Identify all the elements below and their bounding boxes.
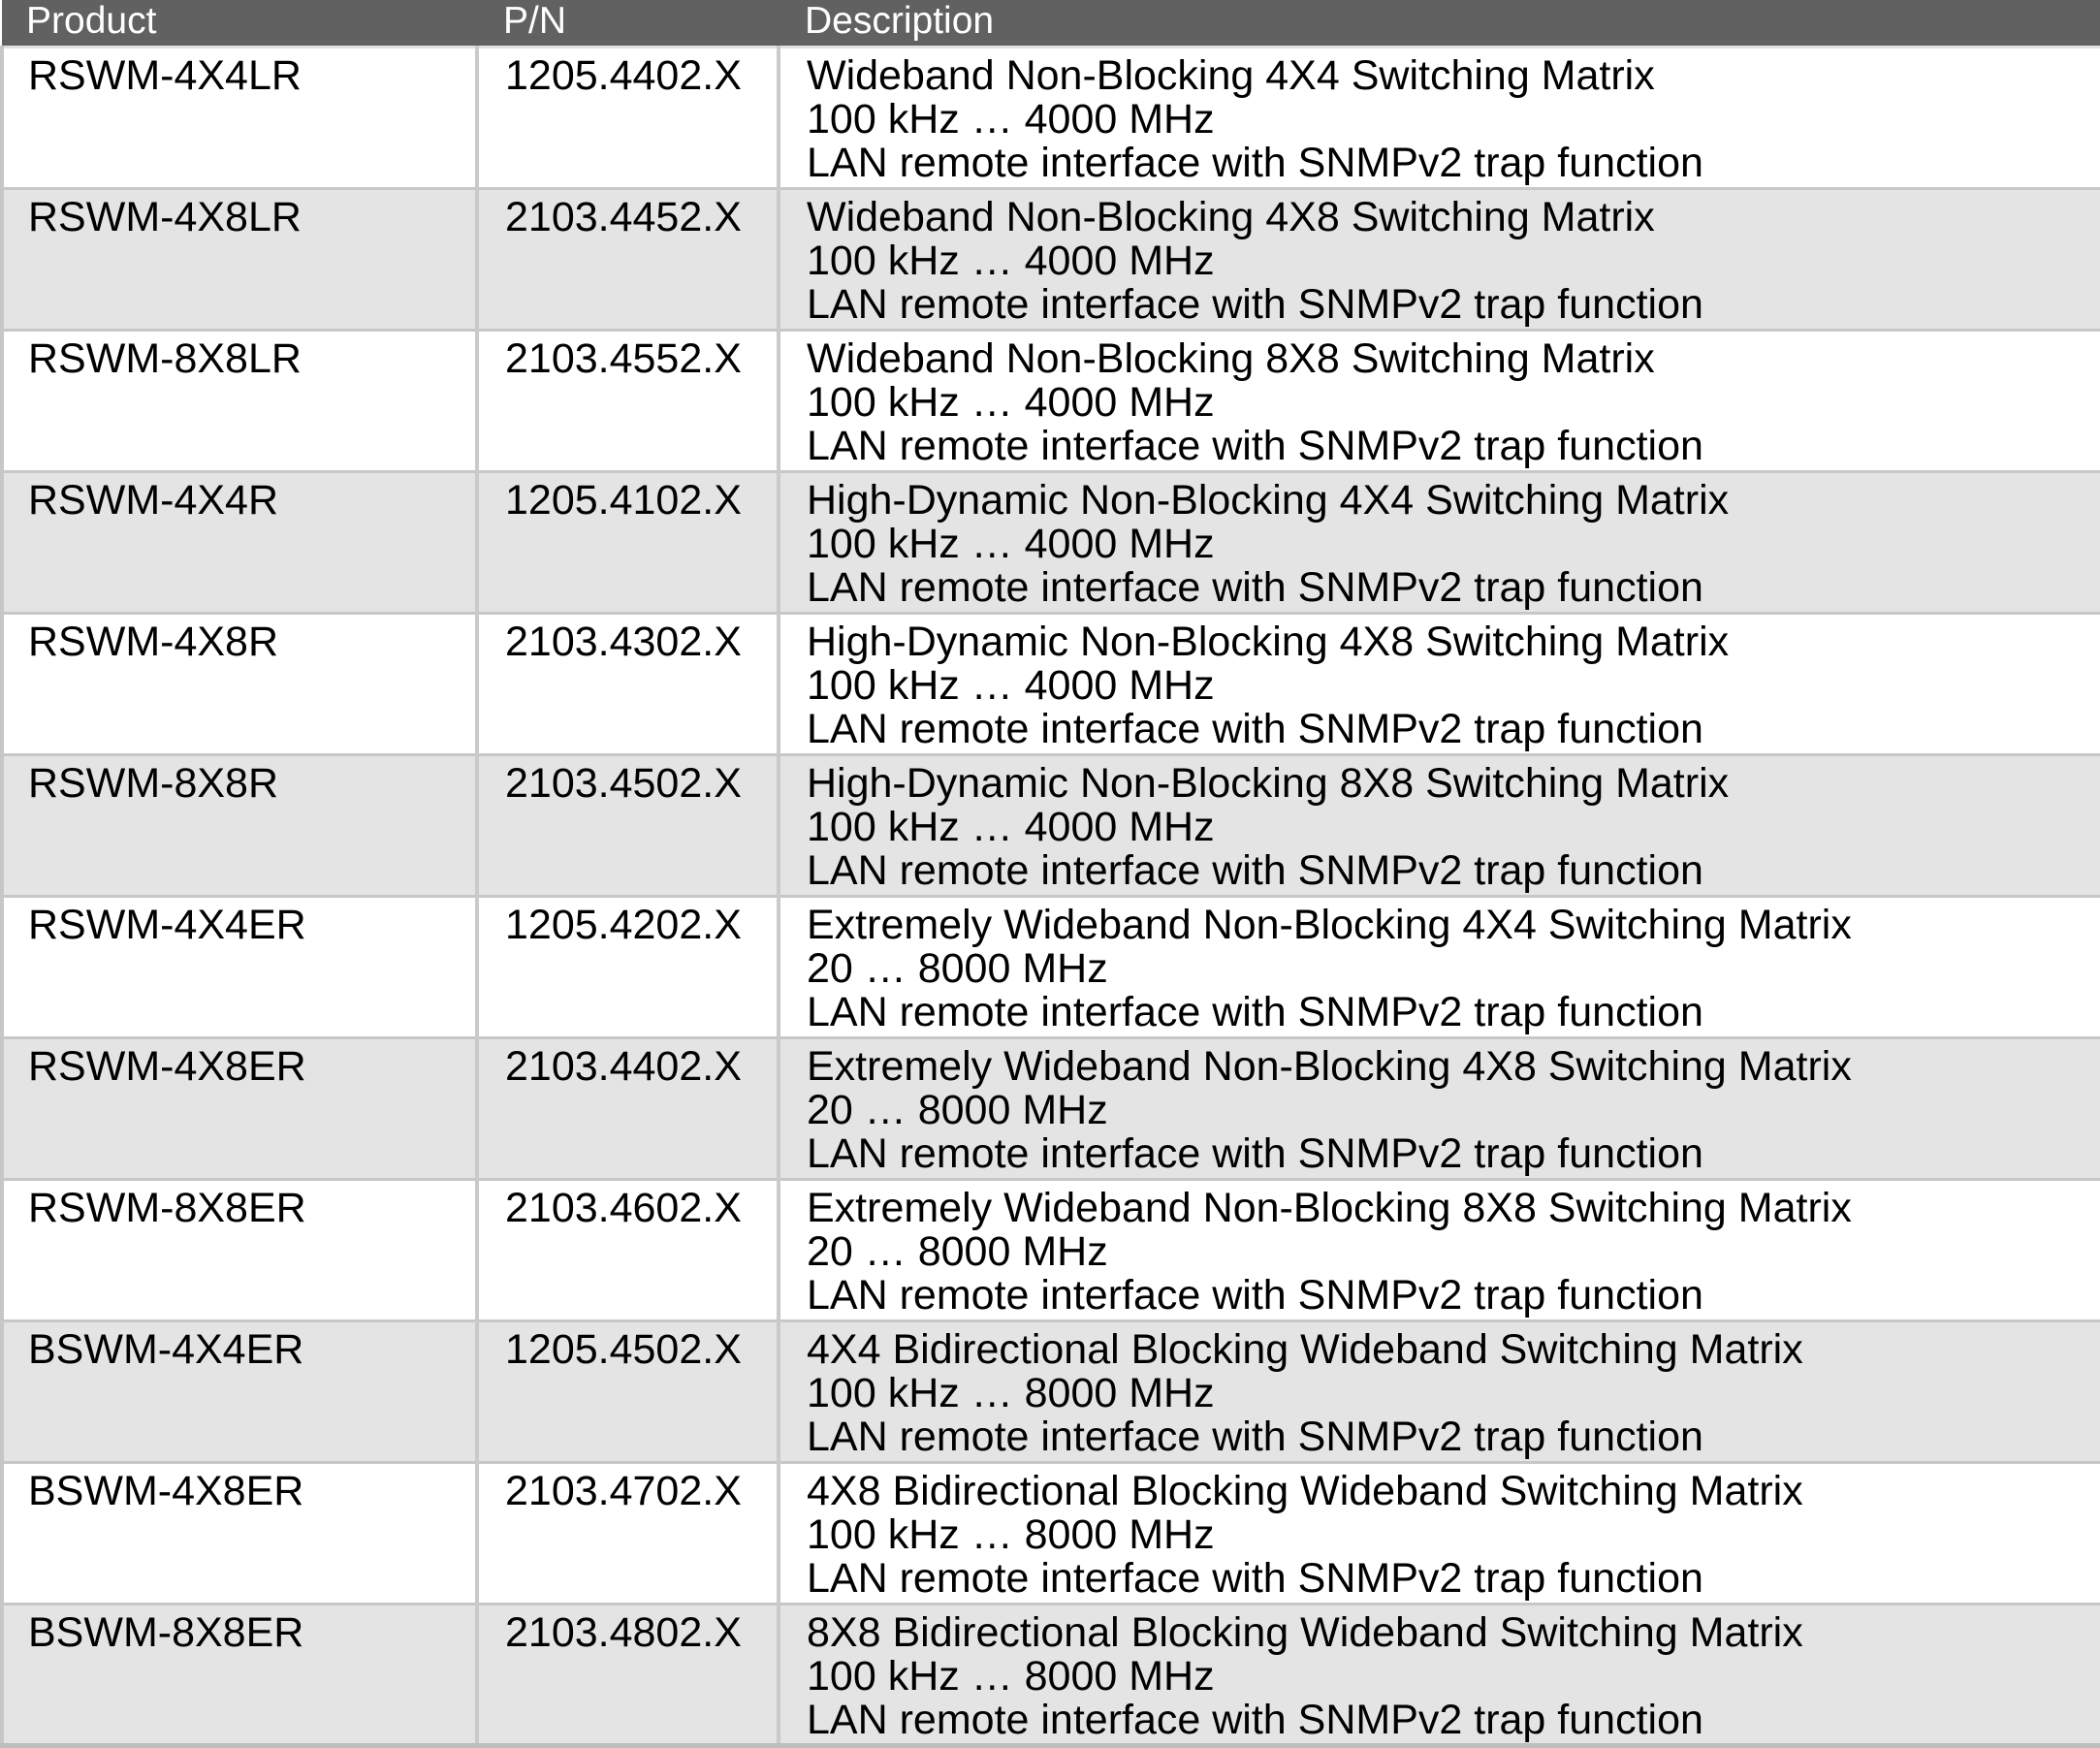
table-row xyxy=(2,1605,2100,1746)
description-line: LAN remote interface with SNMPv2 trap function xyxy=(807,140,1703,186)
description-line: 100 kHz … 4000 MHz xyxy=(807,804,1215,850)
product-cell: RSWM-4X8R xyxy=(2,614,477,755)
product-cell: BSWM-4X8ER xyxy=(2,1463,477,1605)
description-line: 100 kHz … 4000 MHz xyxy=(807,521,1215,567)
description-line: Wideband Non-Blocking 4X8 Switching Matrix xyxy=(807,194,1655,240)
description-cell xyxy=(779,48,2100,189)
product-cell: BSWM-4X4ER xyxy=(2,1321,477,1463)
pn-cell: 1205.4102.X xyxy=(477,472,779,614)
description-cell xyxy=(779,189,2100,331)
description-line: 20 … 8000 MHz xyxy=(807,1087,1108,1133)
product-cell: RSWM-8X8R xyxy=(2,755,477,897)
table-body xyxy=(2,48,2100,1746)
description-cell xyxy=(779,331,2100,472)
table-row xyxy=(2,614,2100,755)
description-line: 100 kHz … 4000 MHz xyxy=(807,662,1215,709)
product-cell: RSWM-8X8LR xyxy=(2,331,477,472)
description-line: 100 kHz … 8000 MHz xyxy=(807,1370,1215,1416)
table-row xyxy=(2,189,2100,331)
description-line: LAN remote interface with SNMPv2 trap function xyxy=(807,564,1703,611)
description-line: 8X8 Bidirectional Blocking Wideband Switching Matrix xyxy=(807,1609,1803,1656)
description-cell xyxy=(779,1321,2100,1463)
description-cell xyxy=(779,472,2100,614)
pn-cell: 2103.4802.X xyxy=(477,1605,779,1746)
product-cell: BSWM-8X8ER xyxy=(2,1605,477,1746)
description-line: 100 kHz … 4000 MHz xyxy=(807,96,1215,143)
product-cell: RSWM-4X8ER xyxy=(2,1038,477,1180)
product-cell: RSWM-4X8LR xyxy=(2,189,477,331)
table-row xyxy=(2,755,2100,897)
description-line: 4X4 Bidirectional Blocking Wideband Switching Matrix xyxy=(807,1326,1803,1373)
column-header-description: Description xyxy=(779,0,2100,48)
description-cell xyxy=(779,1180,2100,1321)
description-line: Wideband Non-Blocking 8X8 Switching Matrix xyxy=(807,335,1655,382)
description-line: LAN remote interface with SNMPv2 trap function xyxy=(807,1272,1703,1319)
table-row xyxy=(2,1180,2100,1321)
table-row xyxy=(2,331,2100,472)
description-line: 100 kHz … 8000 MHz xyxy=(807,1511,1215,1558)
description-line: Extremely Wideband Non-Blocking 4X4 Switching Matrix xyxy=(807,902,1852,948)
description-line: High-Dynamic Non-Blocking 4X4 Switching Matrix xyxy=(807,477,1730,524)
pn-cell: 2103.4302.X xyxy=(477,614,779,755)
pn-cell: 1205.4402.X xyxy=(477,48,779,189)
description-line: 100 kHz … 4000 MHz xyxy=(807,379,1215,426)
table-row xyxy=(2,472,2100,614)
description-line: 4X8 Bidirectional Blocking Wideband Switching Matrix xyxy=(807,1468,1803,1514)
description-line: LAN remote interface with SNMPv2 trap function xyxy=(807,423,1703,469)
product-cell: RSWM-4X4R xyxy=(2,472,477,614)
description-line: Extremely Wideband Non-Blocking 8X8 Switching Matrix xyxy=(807,1185,1852,1231)
pn-cell: 2103.4552.X xyxy=(477,331,779,472)
pn-cell: 2103.4502.X xyxy=(477,755,779,897)
pn-cell: 1205.4502.X xyxy=(477,1321,779,1463)
table-row xyxy=(2,48,2100,189)
description-cell xyxy=(779,614,2100,755)
description-line: 20 … 8000 MHz xyxy=(807,1228,1108,1275)
description-cell xyxy=(779,1038,2100,1180)
pn-cell: 2103.4402.X xyxy=(477,1038,779,1180)
description-line: 20 … 8000 MHz xyxy=(807,945,1108,992)
description-line: Wideband Non-Blocking 4X4 Switching Matrix xyxy=(807,52,1655,99)
product-cell: RSWM-4X4LR xyxy=(2,48,477,189)
description-line: 100 kHz … 4000 MHz xyxy=(807,238,1215,284)
table-row xyxy=(2,897,2100,1038)
column-header-pn: P/N xyxy=(477,0,779,48)
pn-cell: 2103.4702.X xyxy=(477,1463,779,1605)
pn-cell: 2103.4452.X xyxy=(477,189,779,331)
product-cell: RSWM-8X8ER xyxy=(2,1180,477,1321)
column-header-product: Product xyxy=(2,0,477,48)
description-line: LAN remote interface with SNMPv2 trap function xyxy=(807,847,1703,894)
description-cell xyxy=(779,1463,2100,1605)
description-line: LAN remote interface with SNMPv2 trap function xyxy=(807,1697,1703,1743)
header-row xyxy=(2,0,2100,48)
description-line: LAN remote interface with SNMPv2 trap function xyxy=(807,1414,1703,1460)
description-cell xyxy=(779,755,2100,897)
table-row xyxy=(2,1038,2100,1180)
description-line: LAN remote interface with SNMPv2 trap function xyxy=(807,281,1703,328)
pn-cell: 2103.4602.X xyxy=(477,1180,779,1321)
description-line: LAN remote interface with SNMPv2 trap function xyxy=(807,706,1703,752)
description-cell xyxy=(779,897,2100,1038)
description-line: High-Dynamic Non-Blocking 8X8 Switching Matrix xyxy=(807,760,1730,807)
description-line: High-Dynamic Non-Blocking 4X8 Switching Matrix xyxy=(807,619,1730,665)
table-row xyxy=(2,1321,2100,1463)
description-cell xyxy=(779,1605,2100,1746)
pn-cell: 1205.4202.X xyxy=(477,897,779,1038)
product-cell: RSWM-4X4ER xyxy=(2,897,477,1038)
description-line: LAN remote interface with SNMPv2 trap function xyxy=(807,989,1703,1035)
description-line: LAN remote interface with SNMPv2 trap function xyxy=(807,1555,1703,1602)
description-line: Extremely Wideband Non-Blocking 4X8 Switching Matrix xyxy=(807,1043,1852,1090)
description-line: LAN remote interface with SNMPv2 trap function xyxy=(807,1130,1703,1177)
table-row xyxy=(2,1463,2100,1605)
description-line: 100 kHz … 8000 MHz xyxy=(807,1653,1215,1700)
